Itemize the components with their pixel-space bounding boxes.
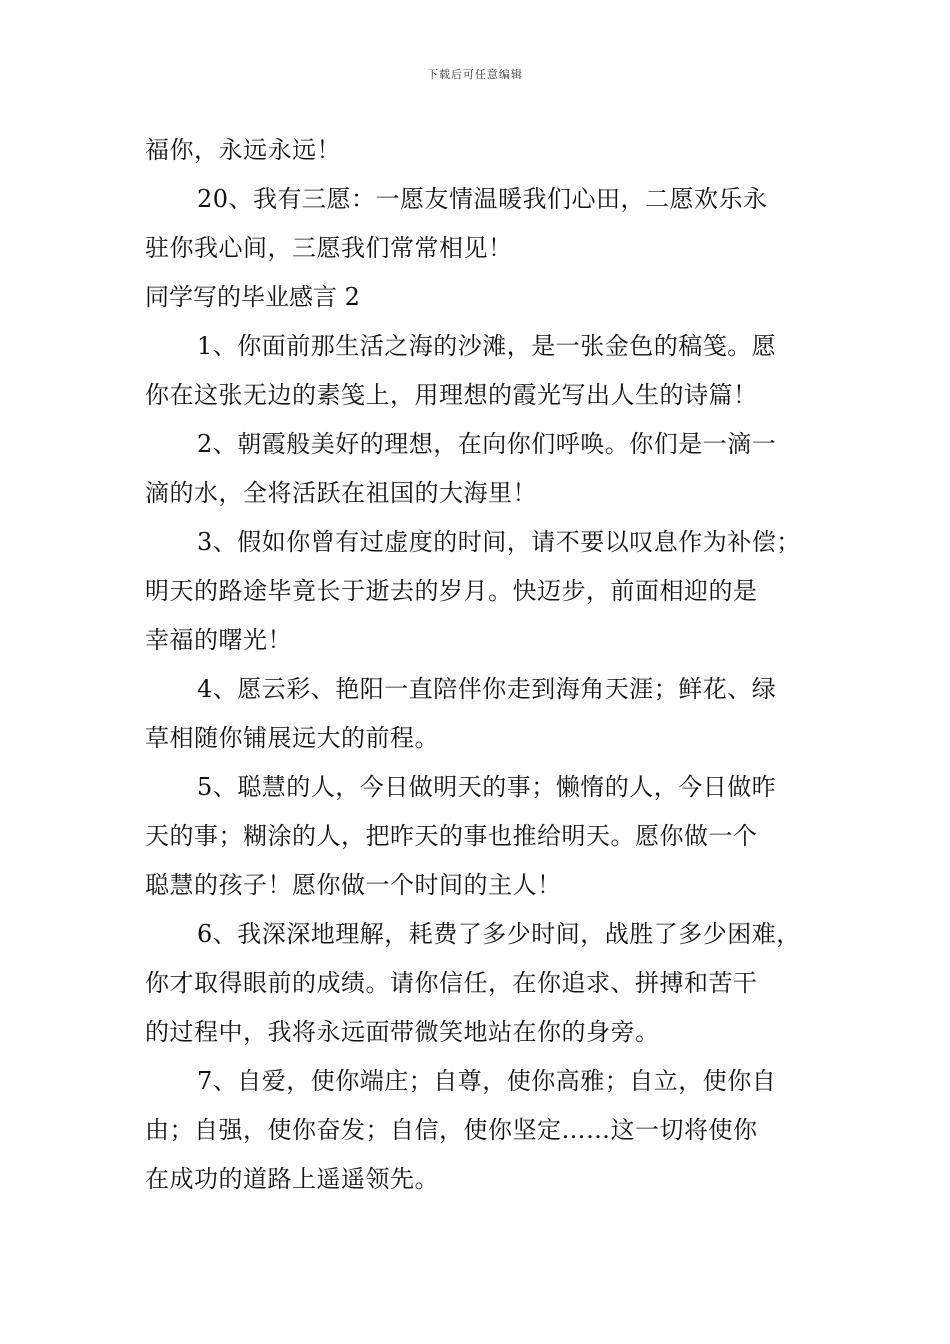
- paragraph-line: 3、假如你曾有过虚度的时间，请不要以叹息作为补偿；: [197, 528, 801, 556]
- paragraph-line: 5、聪慧的人，今日做明天的事；懒惰的人，今日做昨: [197, 773, 777, 801]
- paragraph-line: 幸福的曙光！: [145, 626, 292, 654]
- paragraph-line: 的过程中，我将永远面带微笑地站在你的身旁。: [145, 1018, 660, 1046]
- paragraph: [145, 322, 825, 420]
- paragraph-line: 聪慧的孩子！愿你做一个时间的主人！: [145, 871, 562, 899]
- paragraph-line: 滴的水，全将活跃在祖国的大海里！: [145, 479, 537, 507]
- paragraph-line: 6、我深深地理解，耗费了多少时间，战胜了多少困难，: [197, 920, 801, 948]
- paragraph-line: 明天的路途毕竟长于逝去的岁月。快迈步，前面相迎的是: [145, 577, 758, 605]
- paragraph-line: 草相随你铺展远大的前程。: [145, 724, 439, 752]
- paragraph-line: 你在这张无边的素笺上，用理想的霞光写出人生的诗篇！: [145, 381, 758, 409]
- paragraph: [145, 763, 825, 910]
- paragraph-line: 你才取得眼前的成绩。请你信任，在你追求、拼搏和苦干: [145, 969, 758, 997]
- paragraph: [145, 1057, 825, 1204]
- page-header: 下载后可任意编辑: [427, 68, 523, 81]
- paragraph-line: 福你，永远永远！: [145, 136, 341, 164]
- paragraph: [145, 175, 825, 273]
- paragraph: [145, 910, 825, 1057]
- paragraph-line: 在成功的道路上遥遥领先。: [145, 1165, 439, 1193]
- paragraph-line: 1、你面前那生活之海的沙滩，是一张金色的稿笺。愿: [197, 332, 777, 360]
- paragraph-line: 20、我有三愿：一愿友情温暖我们心田，二愿欢乐永: [197, 185, 768, 213]
- paragraph-line: 7、自爱，使你端庄；自尊，使你高雅；自立，使你自: [197, 1067, 777, 1095]
- paragraph-line: 4、愿云彩、艳阳一直陪伴你走到海角天涯；鲜花、绿: [197, 675, 777, 703]
- paragraph-line: 天的事；糊涂的人，把昨天的事也推给明天。愿你做一个: [145, 822, 758, 850]
- paragraph: [145, 126, 825, 175]
- paragraph: [145, 420, 825, 518]
- paragraph-line: 由；自强，使你奋发；自信，使你坚定……这一切将使你: [145, 1116, 758, 1144]
- paragraph-line: 2、朝霞般美好的理想，在向你们呼唤。你们是一滴一: [197, 430, 777, 458]
- paragraph: [145, 518, 825, 665]
- paragraph-line: 驻你我心间，三愿我们常常相见！: [145, 234, 513, 262]
- paragraph: [145, 665, 825, 763]
- section-heading: 同学写的毕业感言 2: [145, 283, 360, 311]
- document-body: [145, 126, 825, 1204]
